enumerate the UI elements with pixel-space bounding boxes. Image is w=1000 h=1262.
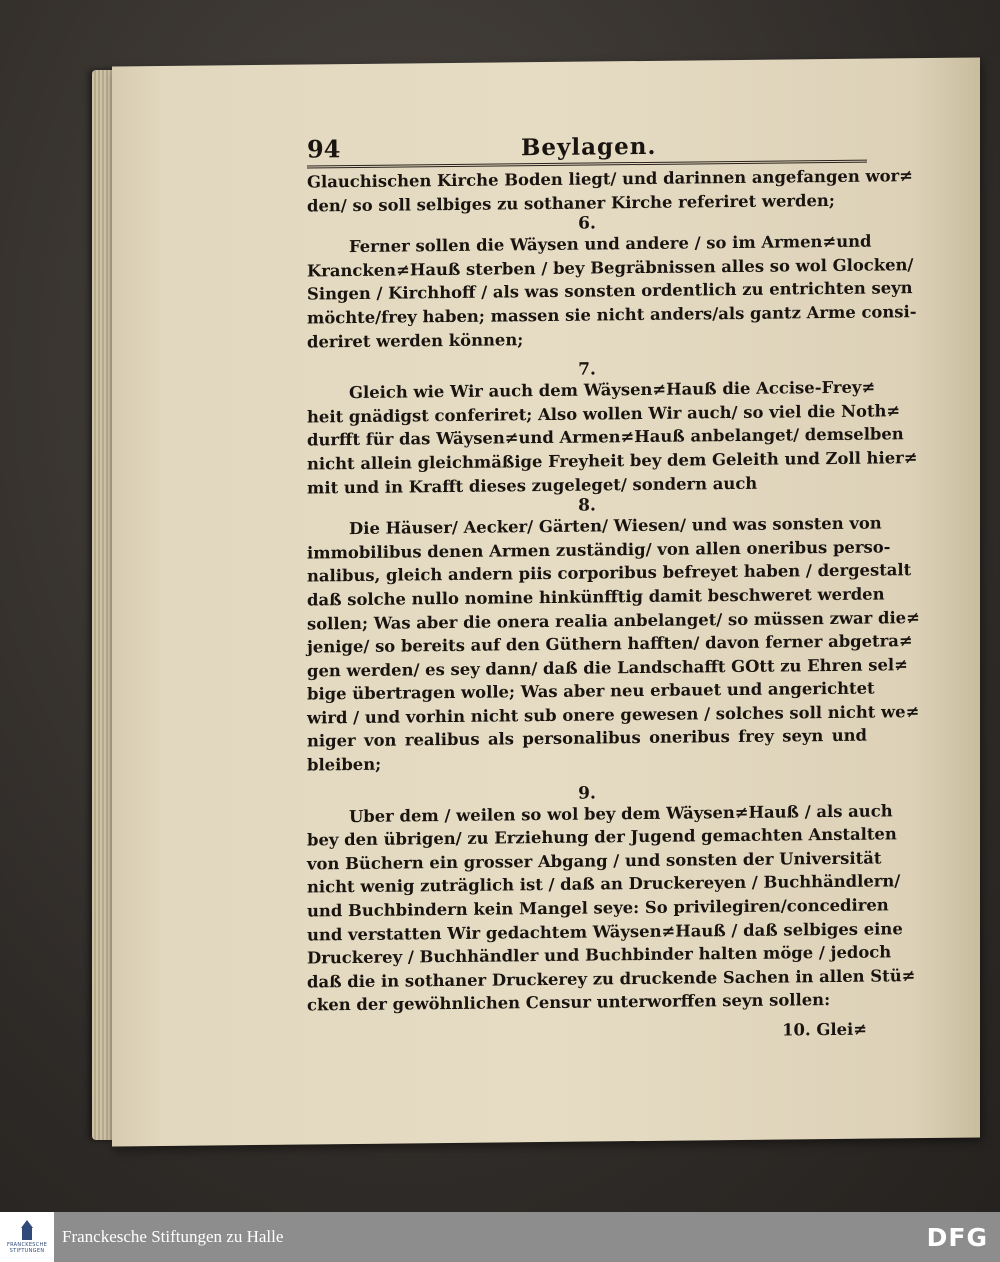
- page-header: [307, 129, 867, 169]
- dfg-logo[interactable]: DFG: [926, 1222, 988, 1252]
- text-line: niger von realibus als personalibus oneribus frey seyn und: [307, 726, 867, 751]
- section-number: 8.: [578, 495, 596, 516]
- text-line: deriret werden können;: [307, 329, 524, 352]
- text-line: den/ so soll selbiges zu sothaner Kirche referiret werden;: [307, 190, 835, 216]
- viewer-footer-bar: [0, 1212, 1000, 1262]
- text-line: Die Häuser/ Aecker/ Gärten/ Wiesen/ und was sonsten von: [349, 513, 882, 539]
- text-line: und Buchbindern kein Mangel seye: So privilegiren/concediren: [307, 895, 889, 921]
- text-line: nicht allein gleichmäßige Freyheit bey dem Geleith und Zoll hier≠: [307, 448, 918, 474]
- text-line: von Büchern ein grosser Abgang / und sonsten der Universität: [307, 848, 882, 874]
- text-line: sollen; Was aber die onera realia anbelanget/ so müssen zwar die≠: [307, 607, 920, 634]
- section-number: 6.: [578, 213, 596, 234]
- text-line: Glauchischen Kirche Boden liegt/ und darinnen angefangen wor≠: [307, 166, 913, 192]
- text-line: mit und in Krafft dieses zugeleget/ sondern auch: [307, 473, 758, 498]
- section-number: 9.: [578, 783, 596, 804]
- book-page: [112, 57, 980, 1146]
- institution-name: Franckesche Stiftungen zu Halle: [62, 1227, 284, 1246]
- text-line: Uber dem / weilen so wol bey dem Wäysen≠Hauß / als auch: [349, 801, 893, 826]
- text-line: Ferner sollen die Wäysen und andere / so im Armen≠und: [349, 231, 872, 257]
- catchword: 10. Glei≠: [782, 1019, 867, 1040]
- text-line: durfft für das Wäysen≠und Armen≠Hauß anbelanget/ demselben: [307, 424, 904, 450]
- text-line: jenige/ so bereits auf den Güthern hafften/ davon ferner abgetra≠: [307, 631, 913, 657]
- text-line: daß solche nullo nomine hinkünfftig damit beschweret werden: [307, 584, 885, 610]
- building-icon: [18, 1220, 36, 1242]
- text-line: und verstatten Wir gedachtem Wäysen≠Hauß / daß selbiges eine: [307, 918, 903, 945]
- text-line: heit gnädigst conferiret; Also wollen Wir auch/ so viel die Noth≠: [307, 401, 901, 427]
- text-line: Gleich wie Wir auch dem Wäysen≠Hauß die Accise-Frey≠: [349, 377, 876, 403]
- text-line: Singen / Kirchhoff / als was sonsten ordentlich zu entrichten seyn: [307, 278, 913, 304]
- text-line: bey den übrigen/ zu Erziehung der Jugend gemachten Anstalten: [307, 824, 897, 850]
- text-line: gen werden/ es sey dann/ daß die Landschafft GOtt zu Ehren sel≠: [307, 654, 908, 681]
- text-line: cken der gewöhnlichen Censur unterworffen seyn sollen:: [307, 990, 831, 1015]
- running-head: Beylagen.: [520, 132, 657, 162]
- text-line: Druckerey / Buchhändler und Buchbinder halten möge / jedoch: [307, 942, 892, 968]
- text-line: Krancken≠Hauß sterben / bey Begräbnissen alles so wol Glocken/: [307, 254, 914, 281]
- logo-text: STIFTUNGEN: [9, 1248, 45, 1254]
- section-number: 7.: [578, 359, 596, 380]
- text-line: nicht wenig zuträglich ist / daß an Druckereyen / Buchhändlern/: [307, 871, 901, 897]
- text-line: möchte/frey haben; massen sie nicht anders/als gantz Arme consi-: [307, 302, 917, 328]
- text-line: immobilibus denen Armen zuständig/ von allen oneribus perso-: [307, 537, 891, 563]
- logo-text: FRANCKESCHE: [6, 1242, 48, 1248]
- text-line: nalibus, gleich andern piis corporibus befreyet haben / dergestalt: [307, 560, 912, 586]
- institution-logo[interactable]: [0, 1212, 54, 1262]
- text-line: wird / und vorhin nicht sub onere gewesen / solches soll nicht we≠: [307, 701, 920, 728]
- body-text: [307, 165, 920, 1047]
- page-content: [307, 129, 920, 1047]
- text-line: bleiben;: [307, 754, 382, 775]
- page-number: 94: [307, 134, 341, 164]
- text-line: daß die in sothaner Druckerey zu druckende Sachen in allen Stü≠: [307, 965, 916, 992]
- text-line: bige übertragen wolle; Was aber neu erbauet und angerichtet: [307, 678, 875, 704]
